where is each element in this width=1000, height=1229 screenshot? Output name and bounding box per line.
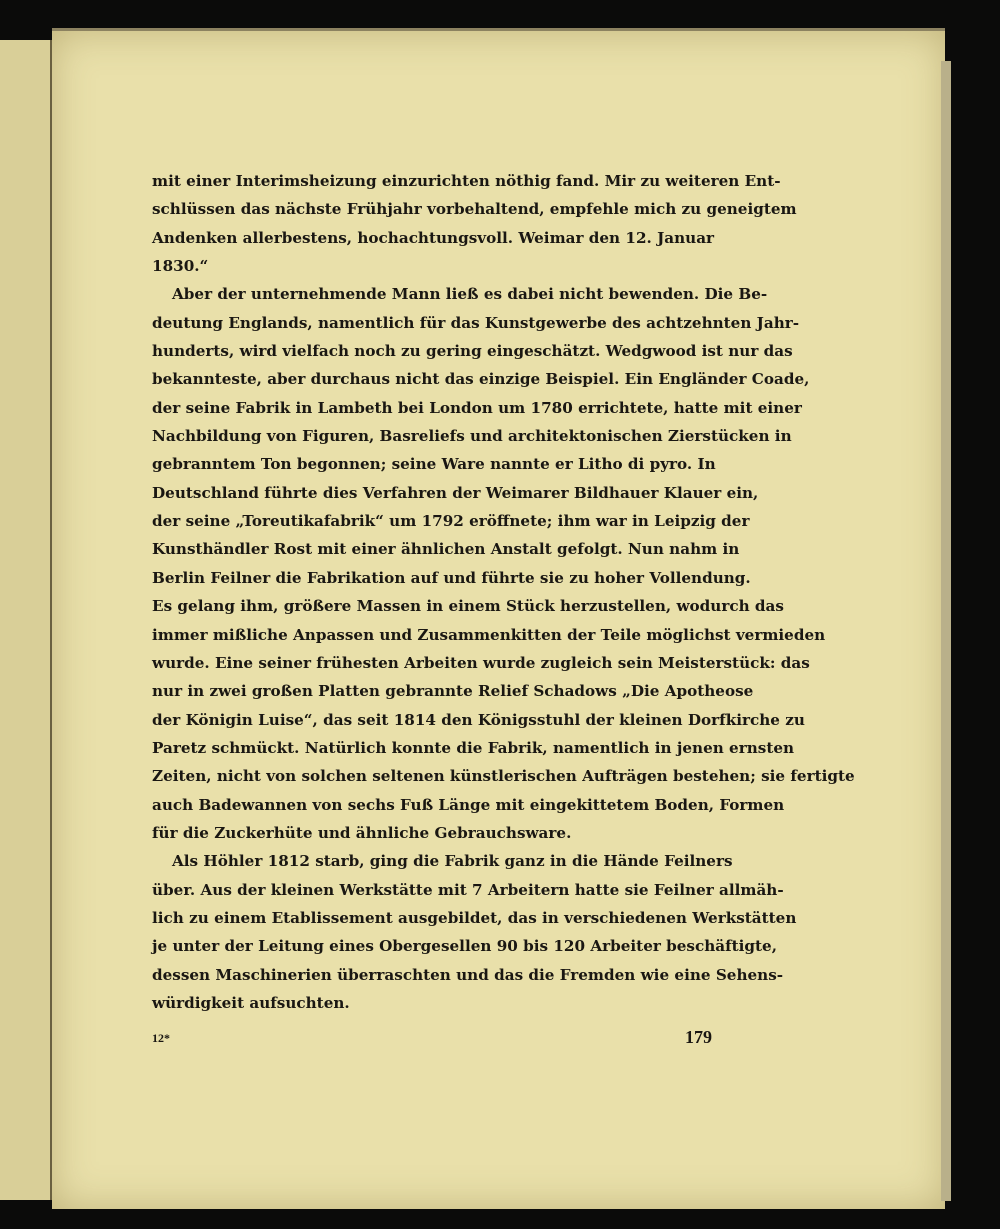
text-line: der seine „Toreutikafabrik“ um 1792 eröffnete; ihm war in Leipzig der — [152, 512, 750, 531]
text-line: würdigkeit aufsuchten. — [152, 993, 350, 1012]
text-line: bekannteste, aber durchaus nicht das einzige Beispiel. Ein Engländer Coade, — [152, 370, 810, 389]
text-line: Als Höhler 1812 starb, ging die Fabrik ganz in die Hände Feilners — [172, 852, 733, 871]
text-line: immer mißliche Anpassen und Zusammenkitten der Teile möglichst vermieden — [152, 625, 826, 644]
text-line: Deutschland führte dies Verfahren der Weimarer Bildhauer Klauer ein, — [152, 483, 759, 502]
text-line: lich zu einem Etablissement ausgebildet, das in verschiedenen Werkstätten — [152, 908, 797, 927]
text-line: nur in zwei großen Platten gebrannte Relief Schadows „Die Apotheose — [152, 682, 754, 701]
text-line: schlüssen das nächste Frühjahr vorbehaltend, empfehle mich zu geneigtem — [152, 200, 797, 219]
text-line: mit einer Interimsheizung einzurichten nöthig fand. Mir zu weiteren Ent- — [152, 172, 781, 190]
text-line: Kunsthändler Rost mit einer ähnlichen Anstalt gefolgt. Nun nahm in — [152, 540, 740, 559]
text-line: über. Aus der kleinen Werkstätte mit 7 Arbeitern hatte sie Feilner allmäh- — [152, 880, 784, 899]
page-number: 179 — [685, 1027, 712, 1047]
body-text — [152, 167, 855, 1017]
text-line: wurde. Eine seiner frühesten Arbeiten wurde zugleich sein Meisterstück: das — [152, 653, 810, 672]
text-line: dessen Maschinerien überraschten und das die Fremden wie eine Sehens- — [152, 965, 784, 984]
text-line: Zeiten, nicht von solchen seltenen künstlerischen Aufträgen bestehen; sie fertigte — [152, 767, 855, 786]
book-page — [52, 28, 945, 1209]
text-line: Andenken allerbestens, hochachtungsvoll. Weimar den 12. Januar — [152, 228, 715, 247]
signature-mark: 12* — [152, 1031, 170, 1045]
text-line: der Königin Luise“, das seit 1814 den Königsstuhl der kleinen Dorfkirche zu — [152, 710, 805, 729]
text-line: für die Zuckerhüte und ähnliche Gebrauchsware. — [152, 823, 572, 842]
text-line: 1830.“ — [152, 257, 209, 276]
text-line: gebranntem Ton begonnen; seine Ware nannte er Litho di pyro. In — [152, 455, 716, 474]
text-line: der seine Fabrik in Lambeth bei London um 1780 errichtete, hatte mit einer — [152, 398, 802, 417]
text-line: Nachbildung von Figuren, Basreliefs und architektonischen Zierstücken in — [152, 427, 792, 446]
text-line: Es gelang ihm, größere Massen in einem Stück herzustellen, wodurch das — [152, 597, 784, 616]
text-line: je unter der Leitung eines Obergesellen 90 bis 120 Arbeiter beschäftigte, — [152, 937, 778, 956]
text-line: deutung Englands, namentlich für das Kunstgewerbe des achtzehnten Jahr- — [152, 313, 800, 332]
text-line: hunderts, wird vielfach noch zu gering eingeschätzt. Wedgwood ist nur das — [152, 342, 793, 361]
text-line: Aber der unternehmende Mann ließ es dabei nicht bewenden. Die Be- — [172, 285, 768, 304]
text-line: Paretz schmückt. Natürlich konnte die Fabrik, namentlich in jenen ernsten — [152, 738, 795, 757]
page-edge — [941, 61, 951, 1201]
facing-page-edge — [0, 40, 52, 1200]
text-line: auch Badewannen von sechs Fuß Länge mit eingekittetem Boden, Formen — [152, 795, 785, 814]
text-line: Berlin Feilner die Fabrikation auf und führte sie zu hoher Vollendung. — [152, 568, 751, 587]
